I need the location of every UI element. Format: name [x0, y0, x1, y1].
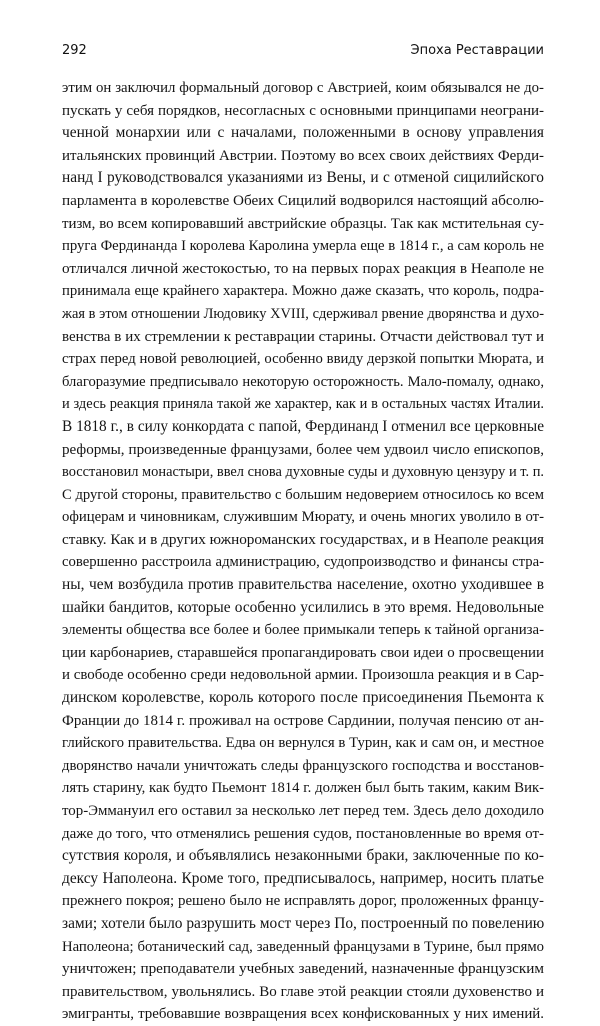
text-line: и здесь реакция приняла такой же характер, как и в остальных частях Италии.: [62, 396, 544, 413]
text-line: С другой стороны, правительство с большим недоверием относилось ко всем: [62, 486, 544, 503]
text-line: шайки бандитов, которые особенно усилились в это время. Недовольные: [62, 598, 544, 616]
text-line: парламента в королевстве Обеих Сицилий водворился настоящий абсолю-: [62, 191, 544, 209]
text-line: офицерам и чиновникам, служившим Мюрату, и очень многих уволило в от-: [62, 509, 544, 526]
page-number: 292: [62, 43, 87, 58]
text-line: жая в этом отношении Людовику XVIII, сдерживал рвение дворянства и духо-: [62, 305, 544, 322]
text-line: глийского правительства. Едва он вернулся в Турин, как и сам он, и местное: [62, 735, 544, 752]
text-line: сутствия короля, и объявлялись незаконными браки, заключенные по ко-: [62, 847, 544, 865]
text-line: отличался личной жестокостью, то на первых порах реакция в Неаполе не: [62, 259, 544, 277]
text-line: ны, чем возбудила против правительства население, охотно уходившее в: [62, 576, 544, 594]
text-line: ции карбонариев, старавшейся пропагандировать свои идеи о просвещении: [62, 644, 544, 661]
text-line: динском королевстве, король которого после присоединения Пьемонта к: [62, 689, 544, 707]
text-line: эмигранты, требовавшие возвращения всех конфискованных у них имений.: [62, 1006, 544, 1023]
text-line: венства в их стремлении к реставрации старины. Отчасти действовал тут и: [62, 328, 544, 345]
text-line: В 1818 г., в силу конкордата с папой, Фердинанд I отменил все церковные: [62, 417, 544, 435]
text-line: принимала еще крайнего характера. Можно даже сказать, что король, подра-: [62, 283, 544, 300]
text-line: ченной монархии или с началами, положенными в основу управления: [62, 124, 544, 142]
text-line: итальянских провинций Австрии. Поэтому во всех своих действиях Ферди-: [62, 147, 544, 164]
text-line: элементы общества все более и более примыкали теперь к тайной организа-: [62, 622, 544, 639]
text-line: нанд I руководствовался указаниями из Вены, и с отменой сицилийского: [62, 169, 544, 187]
text-line: ставку. Как и в других южнороманских государствах, и в Неаполе реакция: [62, 530, 544, 548]
text-line: уничтожен; преподаватели учебных заведений, назначенные французским: [62, 960, 544, 978]
body-text: [62, 77, 544, 1026]
text-line: совершенно расстроила администрацию, судопроизводство и финансы стра-: [62, 554, 544, 571]
running-head: [62, 43, 544, 65]
text-line: правительством, увольнялись. Во главе этой реакции стояли духовенство и: [62, 983, 544, 1000]
text-line: Наполеона; ботанический сад, заведенный французами в Турине, был прямо: [62, 938, 544, 955]
text-line: реформы, произведенные французами, более чем удвоил число епископов,: [62, 441, 544, 458]
text-line: лять старину, как будто Пьемонт 1814 г. должен был быть таким, каким Вик-: [62, 780, 544, 797]
text-line: страх перед новой революцией, особенно ввиду дерзкой попытки Мюрата, и: [62, 351, 544, 368]
running-title: Эпоха Реставрации: [410, 43, 544, 58]
text-line: дворянство начали уничтожать следы французского господства и восстанов-: [62, 757, 544, 774]
text-line: и свободе особенно среди недовольной армии. Произошла реакция и в Сар-: [62, 667, 544, 684]
text-line: прежнего покроя; решено было не исправлять дорог, проложенных францу-: [62, 893, 544, 910]
text-line: пруга Фердинанда I королева Каролина умерла еще в 1814 г., а сам король не: [62, 238, 544, 255]
text-line: даже до того, что отменялись решения судов, постановленные во время от-: [62, 825, 544, 842]
text-line: благоразумие предписывало некоторую осторожность. Мало-помалу, однако,: [62, 373, 544, 390]
text-line: дексу Наполеона. Кроме того, предписывалось, например, носить платье: [62, 869, 544, 887]
text-line: Франции до 1814 г. проживал на острове Сардинии, получая пенсию от ан-: [62, 712, 544, 729]
text-line: восстановил монастыри, ввел снова духовные суды и духовную цензуру и т. п.: [62, 464, 544, 481]
text-line: зами; хотели было разрушить мост через По, построенный по повелению: [62, 914, 545, 932]
text-line: пускать у себя порядков, несогласных с основными принципами неограни-: [62, 102, 544, 119]
text-line: тор-Эммануил его оставил за несколько лет перед тем. Здесь дело доходило: [62, 803, 544, 819]
text-line: этим он заключил формальный договор с Австрией, коим обязывался не до-: [62, 80, 544, 96]
text-line: тизм, во всем копировавший австрийские образцы. Так как мстительная су-: [62, 215, 544, 232]
